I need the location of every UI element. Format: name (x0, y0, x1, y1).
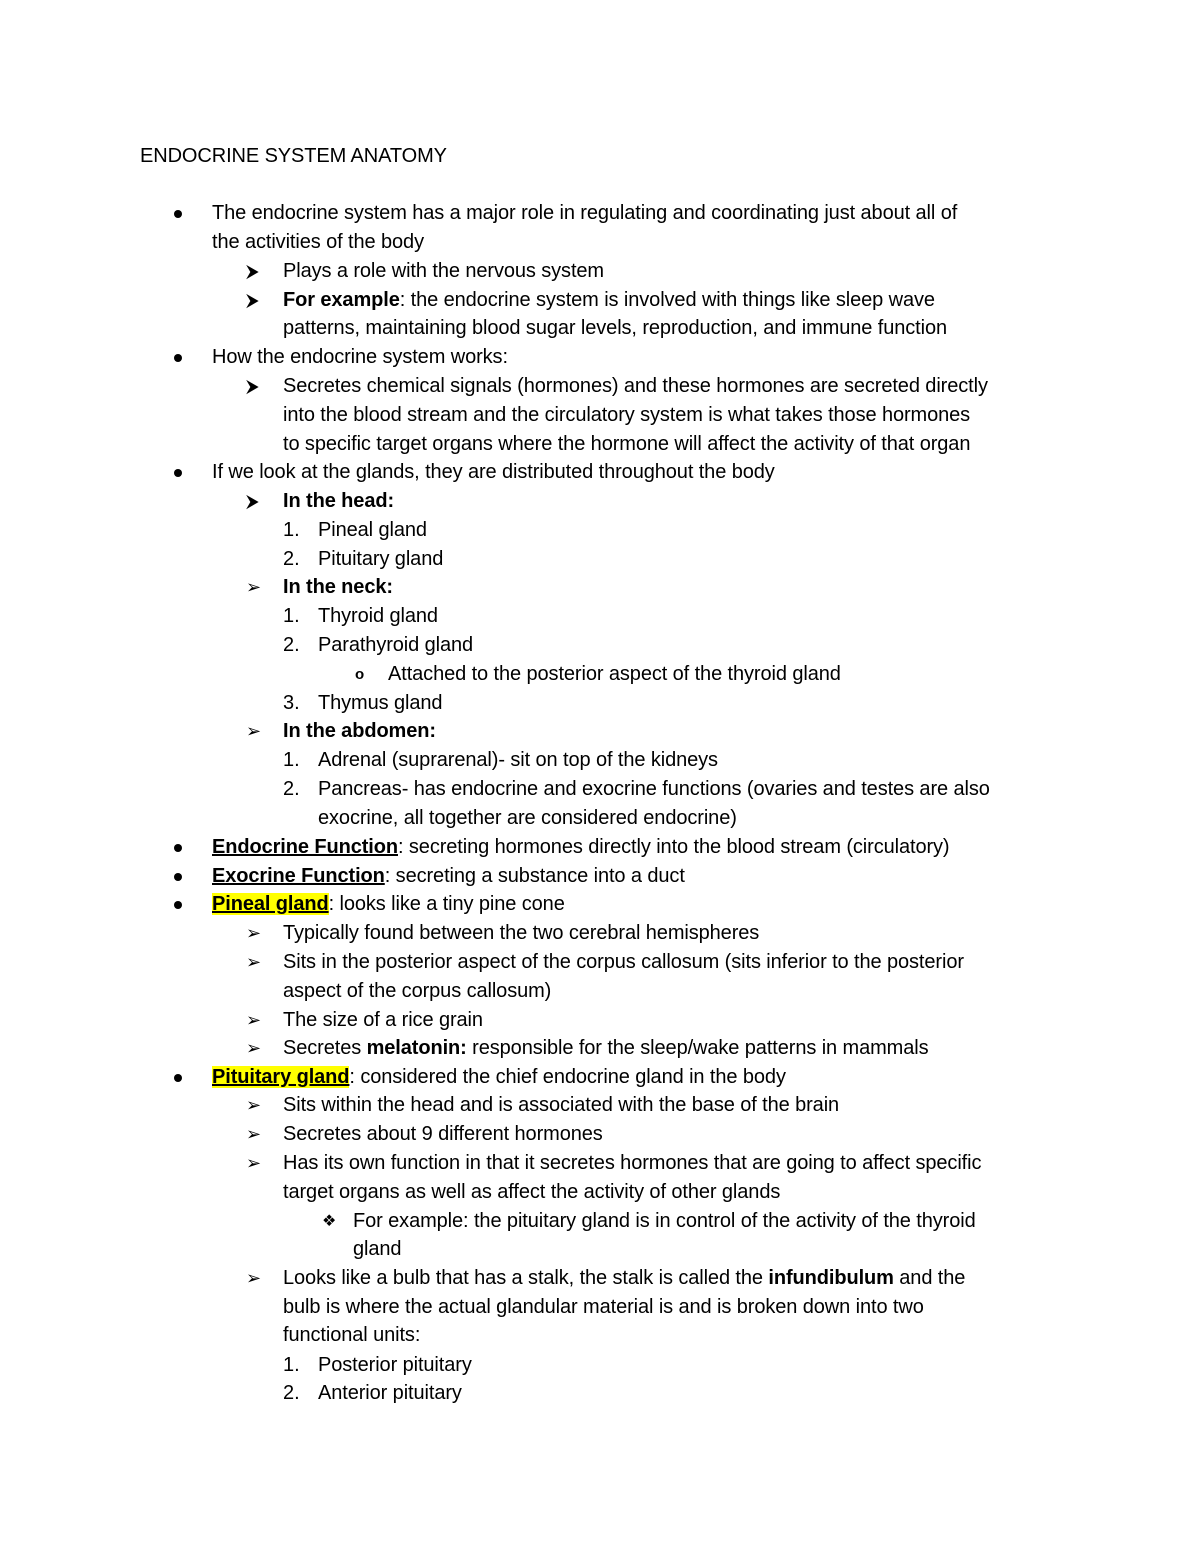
text-run: gland (353, 1238, 402, 1260)
outline-arrowhead-bullet-icon: ➢ (246, 1038, 262, 1058)
text-run: : looks like a tiny pine cone (328, 893, 565, 915)
list-number: 3. (283, 692, 300, 714)
text-line (0, 631, 1200, 660)
text-line (0, 430, 1200, 459)
text-line (0, 862, 1200, 891)
text-run: Typically found between the two cerebral hemispheres (283, 922, 760, 944)
text-line (0, 1120, 1200, 1149)
text-line (0, 890, 1200, 919)
outline-arrowhead-bullet-icon: ➢ (246, 1268, 262, 1288)
line-text (318, 1379, 462, 1408)
emphasized-text: infundibulum (768, 1267, 894, 1289)
line-text (283, 573, 393, 602)
text-run: aspect of the corpus callosum) (283, 980, 552, 1002)
text-line (0, 1321, 1200, 1350)
text-line (0, 919, 1200, 948)
line-text (212, 1063, 786, 1092)
filled-circle-bullet-icon (174, 210, 182, 218)
text-run: bulb is where the actual glandular material is and is broken down into two (283, 1296, 924, 1318)
line-text (353, 1235, 401, 1264)
line-text (283, 372, 988, 401)
text-line (0, 602, 1200, 631)
line-text (283, 919, 759, 948)
text-run: : considered the chief endocrine gland in the body (349, 1066, 786, 1088)
text-run: If we look at the glands, they are distributed throughout the body (212, 461, 775, 483)
text-line (0, 545, 1200, 574)
text-line (0, 775, 1200, 804)
text-line (0, 948, 1200, 977)
outline-arrowhead-bullet-icon: ➢ (246, 1095, 262, 1115)
line-text (283, 401, 970, 430)
list-number: 1. (283, 605, 300, 627)
line-text (283, 430, 970, 459)
filled-circle-bullet-icon (174, 901, 182, 909)
text-run: The endocrine system has a major role in regulating and coordinating just about all of (212, 202, 958, 224)
emphasized-text: melatonin: (366, 1037, 467, 1059)
line-text (212, 458, 775, 487)
text-run: Sits in the posterior aspect of the corpus callosum (sits inferior to the posterior (283, 951, 964, 973)
line-text (283, 1120, 603, 1149)
line-text (318, 631, 473, 660)
line-text (283, 257, 604, 286)
line-text (283, 1006, 483, 1035)
text-line (0, 343, 1200, 372)
filled-arrowhead-bullet-icon: ⮞ (246, 261, 260, 281)
highlighted-term: Pituitary gland (212, 1066, 350, 1088)
text-run: Pituitary gland (318, 548, 444, 570)
text-run: functional units: (283, 1324, 421, 1346)
filled-circle-bullet-icon (174, 1074, 182, 1082)
outline-arrowhead-bullet-icon: ➢ (246, 923, 262, 943)
text-run: Parathyroid gland (318, 634, 474, 656)
line-text (318, 1351, 472, 1380)
line-text (318, 689, 442, 718)
page-title: ENDOCRINE SYSTEM ANATOMY (140, 145, 447, 167)
text-run: Posterior pituitary (318, 1354, 472, 1376)
emphasized-text: In the head: (283, 490, 395, 512)
line-text (212, 890, 565, 919)
text-line (0, 804, 1200, 833)
text-run: The size of a rice grain (283, 1009, 483, 1031)
list-number: 2. (283, 548, 300, 570)
outline-arrowhead-bullet-icon: ➢ (246, 952, 262, 972)
line-text (318, 775, 990, 804)
text-run: Plays a role with the nervous system (283, 260, 604, 282)
text-run: Secretes chemical signals (hormones) and these hormones are secreted directly (283, 375, 988, 397)
text-line (0, 1235, 1200, 1264)
line-text (212, 833, 950, 862)
text-run: the activities of the body (212, 231, 424, 253)
line-text (353, 1207, 976, 1236)
text-line (0, 1351, 1200, 1380)
line-text (388, 660, 841, 689)
text-run: Pancreas- has endocrine and exocrine functions (ovaries and testes are also (318, 778, 990, 800)
line-text (212, 228, 424, 257)
line-text (283, 1149, 981, 1178)
line-text (283, 1034, 929, 1063)
hollow-circle-bullet-icon: o (355, 666, 365, 683)
text-run: Anterior pituitary (318, 1382, 462, 1404)
emphasized-text: Exocrine Function (212, 865, 385, 887)
line-text (283, 286, 935, 315)
text-line (0, 286, 1200, 315)
outline-arrowhead-bullet-icon: ➢ (246, 1010, 262, 1030)
text-line (0, 199, 1200, 228)
line-text (318, 545, 443, 574)
filled-arrowhead-bullet-icon: ⮞ (246, 491, 260, 511)
text-line (0, 516, 1200, 545)
line-text (212, 343, 508, 372)
line-text (283, 314, 947, 343)
filled-circle-bullet-icon (174, 354, 182, 362)
filled-circle-bullet-icon (174, 844, 182, 852)
outline-arrowhead-bullet-icon: ➢ (246, 1153, 262, 1173)
list-number: 2. (283, 778, 300, 800)
text-line (0, 1293, 1200, 1322)
text-line (0, 717, 1200, 746)
text-run: : secreting a substance into a duct (384, 865, 685, 887)
text-line (0, 401, 1200, 430)
filled-arrowhead-bullet-icon: ⮞ (246, 376, 260, 396)
text-run: Sits within the head and is associated with the base of the brain (283, 1094, 840, 1116)
text-run: For example: the pituitary gland is in control of the activity of the thyroid (353, 1210, 976, 1232)
text-line (0, 977, 1200, 1006)
filled-circle-bullet-icon (174, 873, 182, 881)
text-line (0, 1034, 1200, 1063)
list-number: 1. (283, 1354, 300, 1376)
list-number: 1. (283, 749, 300, 771)
emphasized-text: In the neck: (283, 576, 393, 598)
line-text (283, 1091, 839, 1120)
text-run: Secretes (283, 1037, 367, 1059)
text-line (0, 257, 1200, 286)
line-text (318, 746, 718, 775)
text-line (0, 746, 1200, 775)
text-line (0, 458, 1200, 487)
line-text (318, 602, 438, 631)
emphasized-text: Endocrine Function (212, 836, 398, 858)
text-run: : secreting hormones directly into the blood stream (circulatory) (397, 836, 950, 858)
text-run: exocrine, all together are considered endocrine) (318, 807, 737, 829)
line-text (283, 977, 551, 1006)
text-run: Has its own function in that it secretes hormones that are going to affect specific (283, 1152, 982, 1174)
list-number: 1. (283, 519, 300, 541)
text-run: : the endocrine system is involved with things like sleep wave (399, 289, 935, 311)
text-line (0, 314, 1200, 343)
text-run: and the (893, 1267, 966, 1289)
text-line (0, 1379, 1200, 1408)
text-line (0, 1006, 1200, 1035)
text-run: target organs as well as affect the activity of other glands (283, 1181, 781, 1203)
line-text (283, 1293, 924, 1322)
text-run: Attached to the posterior aspect of the thyroid gland (388, 663, 841, 685)
text-line (0, 372, 1200, 401)
text-line (0, 1149, 1200, 1178)
list-number: 2. (283, 1382, 300, 1404)
line-text (283, 1321, 420, 1350)
text-run: Adrenal (suprarenal)- sit on top of the kidneys (318, 749, 718, 771)
outline-arrowhead-bullet-icon: ➢ (246, 1124, 262, 1144)
list-number: 2. (283, 634, 300, 656)
filled-circle-bullet-icon (174, 469, 182, 477)
text-run: patterns, maintaining blood sugar levels, reproduction, and immune function (283, 317, 948, 339)
filled-arrowhead-bullet-icon: ⮞ (246, 290, 260, 310)
text-line (0, 833, 1200, 862)
line-text (283, 1178, 780, 1207)
emphasized-text: In the abdomen: (283, 720, 436, 742)
text-run: responsible for the sleep/wake patterns in mammals (466, 1037, 929, 1059)
line-text (318, 804, 737, 833)
text-line (0, 228, 1200, 257)
text-run: into the blood stream and the circulatory system is what takes those hormones (283, 404, 971, 426)
outline-arrowhead-bullet-icon: ➢ (246, 721, 262, 741)
text-line (0, 689, 1200, 718)
text-line (0, 487, 1200, 516)
line-text (283, 717, 436, 746)
highlighted-term: Pineal gland (212, 893, 329, 915)
text-run: Thymus gland (318, 692, 443, 714)
emphasized-text: For example (283, 289, 400, 311)
line-text (212, 862, 685, 891)
text-run: Thyroid gland (318, 605, 438, 627)
outline-arrowhead-bullet-icon: ➢ (246, 577, 262, 597)
text-run: Pineal gland (318, 519, 427, 541)
line-text (283, 1264, 965, 1293)
text-line (0, 1091, 1200, 1120)
text-line (0, 1207, 1200, 1236)
text-line (0, 660, 1200, 689)
text-run: How the endocrine system works: (212, 346, 508, 368)
text-line (0, 1178, 1200, 1207)
text-run: to specific target organs where the hormone will affect the activity of that organ (283, 433, 971, 455)
four-diamond-bullet-icon: ❖ (322, 1213, 337, 1230)
text-line (0, 1063, 1200, 1092)
text-line (0, 573, 1200, 602)
line-text (318, 516, 427, 545)
text-line (0, 1264, 1200, 1293)
text-run: Looks like a bulb that has a stalk, the stalk is called the (283, 1267, 769, 1289)
line-text (283, 948, 964, 977)
text-run: Secretes about 9 different hormones (283, 1123, 603, 1145)
line-text (212, 199, 957, 228)
line-text (283, 487, 394, 516)
